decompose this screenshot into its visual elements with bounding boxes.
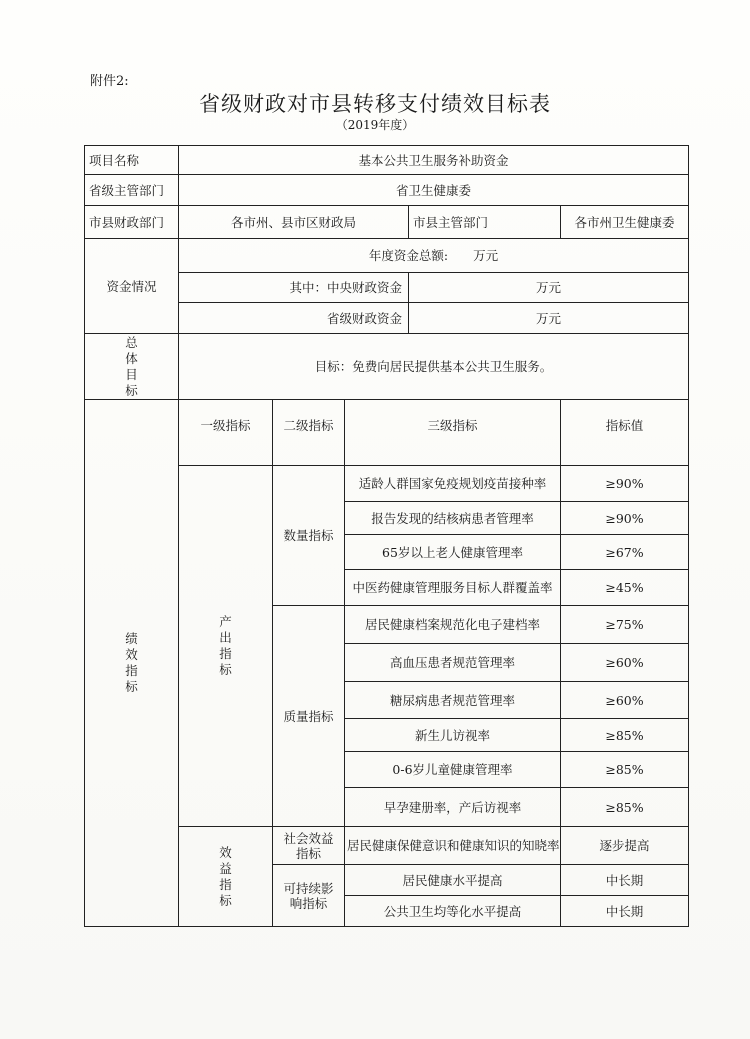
indicator-name: 居民健康水平提高 bbox=[345, 865, 561, 896]
goal-label-text: 总体目标 bbox=[125, 334, 138, 398]
indicator-name: 居民健康档案规范化电子建档率 bbox=[345, 606, 561, 644]
indicator-value: ≥85% bbox=[561, 719, 689, 752]
document-subtitle: （2019年度） bbox=[335, 118, 415, 132]
row-provincial-dept bbox=[85, 175, 689, 206]
output-indicator-label bbox=[179, 466, 273, 827]
quantity-indicator-label: 数量指标 bbox=[273, 466, 345, 606]
indicator-value: 中长期 bbox=[561, 896, 689, 927]
social-indicator-label bbox=[273, 827, 345, 865]
indicator-name: 居民健康保健意识和健康知识的知晓率 bbox=[345, 827, 561, 865]
funds-provincial-label: 省级财政资金 bbox=[179, 303, 409, 334]
indicator-value: 逐步提高 bbox=[561, 827, 689, 865]
output-indicator-text: 产出指标 bbox=[219, 614, 232, 677]
indicator-value: 中长期 bbox=[561, 865, 689, 896]
indicator-name: 早孕建册率，产后访视率 bbox=[345, 788, 561, 827]
indicators-section-label bbox=[85, 400, 179, 927]
provincial-dept-label: 省级主管部门 bbox=[85, 175, 179, 206]
funds-central-value: 万元 bbox=[409, 273, 689, 303]
county-finance-value: 各市州、县市区财政局 bbox=[179, 206, 409, 239]
county-dept-value: 各市州卫生健康委 bbox=[561, 206, 689, 239]
project-name-label: 项目名称 bbox=[85, 146, 179, 175]
indicator-name: 65岁以上老人健康管理率 bbox=[345, 535, 561, 570]
county-finance-label: 市县财政部门 bbox=[85, 206, 179, 239]
goal-value: 目标：免费向居民提供基本公共卫生服务。 bbox=[179, 334, 689, 400]
indicator-value: ≥75% bbox=[561, 606, 689, 644]
funds-provincial-value: 万元 bbox=[409, 303, 689, 334]
indicator-value: ≥60% bbox=[561, 644, 689, 682]
indicators-section-text: 绩效指标 bbox=[125, 631, 138, 694]
attachment-label: 附件2: bbox=[90, 74, 129, 89]
county-dept-label: 市县主管部门 bbox=[409, 206, 561, 239]
indicator-value: ≥67% bbox=[561, 535, 689, 570]
indicator-name: 中医药健康管理服务目标人群覆盖率 bbox=[345, 570, 561, 606]
benefit-indicator-text: 效益指标 bbox=[219, 844, 232, 908]
header-level2: 二级指标 bbox=[273, 400, 345, 466]
funds-total: 年度资金总额: 万元 bbox=[179, 239, 689, 273]
sustain-indicator-label bbox=[273, 865, 345, 927]
quality-indicator-label: 质量指标 bbox=[273, 606, 345, 827]
goal-label bbox=[85, 334, 179, 400]
header-level1: 一级指标 bbox=[179, 400, 273, 466]
document-title: 省级财政对市县转移支付绩效目标表 bbox=[199, 92, 551, 116]
indicator-value: ≥90% bbox=[561, 466, 689, 502]
indicator-name: 适龄人群国家免疫规划疫苗接种率 bbox=[345, 466, 561, 502]
provincial-dept-value: 省卫生健康委 bbox=[179, 175, 689, 206]
indicator-name: 高血压患者规范管理率 bbox=[345, 644, 561, 682]
funds-label: 资金情况 bbox=[85, 239, 179, 334]
indicator-value: ≥60% bbox=[561, 682, 689, 719]
benefit-indicator-label bbox=[179, 827, 273, 927]
indicator-value: ≥85% bbox=[561, 788, 689, 827]
header-value: 指标值 bbox=[561, 400, 689, 466]
row-indicator-header bbox=[85, 400, 689, 466]
indicator-name: 新生儿访视率 bbox=[345, 719, 561, 752]
project-name-value: 基本公共卫生服务补助资金 bbox=[179, 146, 689, 175]
indicator-value: ≥90% bbox=[561, 502, 689, 535]
indicator-name: 糖尿病患者规范管理率 bbox=[345, 682, 561, 719]
indicator-name: 报告发现的结核病患者管理率 bbox=[345, 502, 561, 535]
row-goal bbox=[85, 334, 689, 400]
row-project bbox=[85, 146, 689, 175]
performance-table bbox=[84, 145, 689, 927]
indicator-value: ≥85% bbox=[561, 752, 689, 788]
indicator-name: 0-6岁儿童健康管理率 bbox=[345, 752, 561, 788]
row-funds-total bbox=[85, 239, 689, 273]
sustain-indicator-text: 可持续影响指标 bbox=[283, 880, 334, 911]
social-indicator-text: 社会效益指标 bbox=[283, 830, 334, 861]
header-level3: 三级指标 bbox=[345, 400, 561, 466]
row-county-finance bbox=[85, 206, 689, 239]
funds-central-label: 其中：中央财政资金 bbox=[179, 273, 409, 303]
indicator-name: 公共卫生均等化水平提高 bbox=[345, 896, 561, 927]
indicator-value: ≥45% bbox=[561, 570, 689, 606]
